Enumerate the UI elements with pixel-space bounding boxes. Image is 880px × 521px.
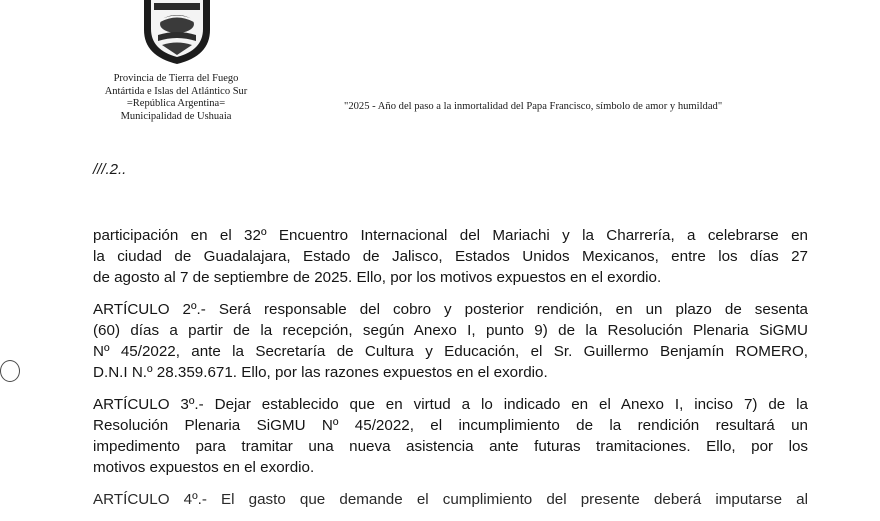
text-line: Resolución Plenaria SiGMU Nº 45/2022, el incumplimiento de la rendición resultará un [93,417,808,434]
institution-line: Municipalidad de Ushuaia [120,110,232,122]
text-line: la ciudad de Guadalajara, Estado de Jalisco, Estados Unidos Mexicanos, entre los días 27 [93,248,808,265]
paragraph-article-2 [93,299,808,383]
text-line: participación en el 32º Encuentro Internacional del Mariachi y la Charrería, a celebrarse en [93,227,808,244]
page-reference: ///.2.. [93,161,127,178]
paragraph-article-3 [93,394,808,478]
binder-hole [0,360,20,382]
text-line: (60) días a partir de la recepción, según Anexo I, punto 9) de la Resolución Plenaria SiGMU [93,322,808,339]
text-line: D.N.I N.º 28.359.671. Ello, por las razones expuestos en el exordio. [93,364,548,381]
text-line: motivos expuestos en el exordio. [93,459,315,476]
institution-line: Antártida e Islas del Atlántico Sur [104,85,248,97]
provincial-crest-logo [140,0,214,66]
document-body [93,225,808,521]
text-line: ARTÍCULO 3º.- Dejar establecido que en virtud a lo indicado en el Anexo I, inciso 7) de la [93,396,808,413]
institution-header [70,73,282,123]
paragraph-participation [93,225,808,288]
text-line: ARTÍCULO 2º.- Será responsable del cobro y posterior rendición, en un plazo de sesenta [93,301,808,318]
year-motto: "2025 - Año del paso a la inmortalidad del Papa Francisco, símbolo de amor y humildad" [344,101,723,112]
institution-line: =República Argentina= [126,98,226,110]
paragraph-article-4 [93,489,808,510]
institution-line: Provincia de Tierra del Fuego [113,73,239,84]
text-line: de agosto al 7 de septiembre de 2025. Ello, por los motivos expuestos en el exordio. [93,269,662,286]
text-line: ARTÍCULO 4º.- El gasto que demande el cumplimiento del presente deberá imputarse al [93,491,808,508]
text-line: impedimento para tramitar una nueva asistencia ante futuras tramitaciones. Ello, por los [93,438,808,455]
text-line: Nº 45/2022, ante la Secretaría de Cultura y Educación, el Sr. Guillermo Benjamín ROMERO, [93,343,808,360]
